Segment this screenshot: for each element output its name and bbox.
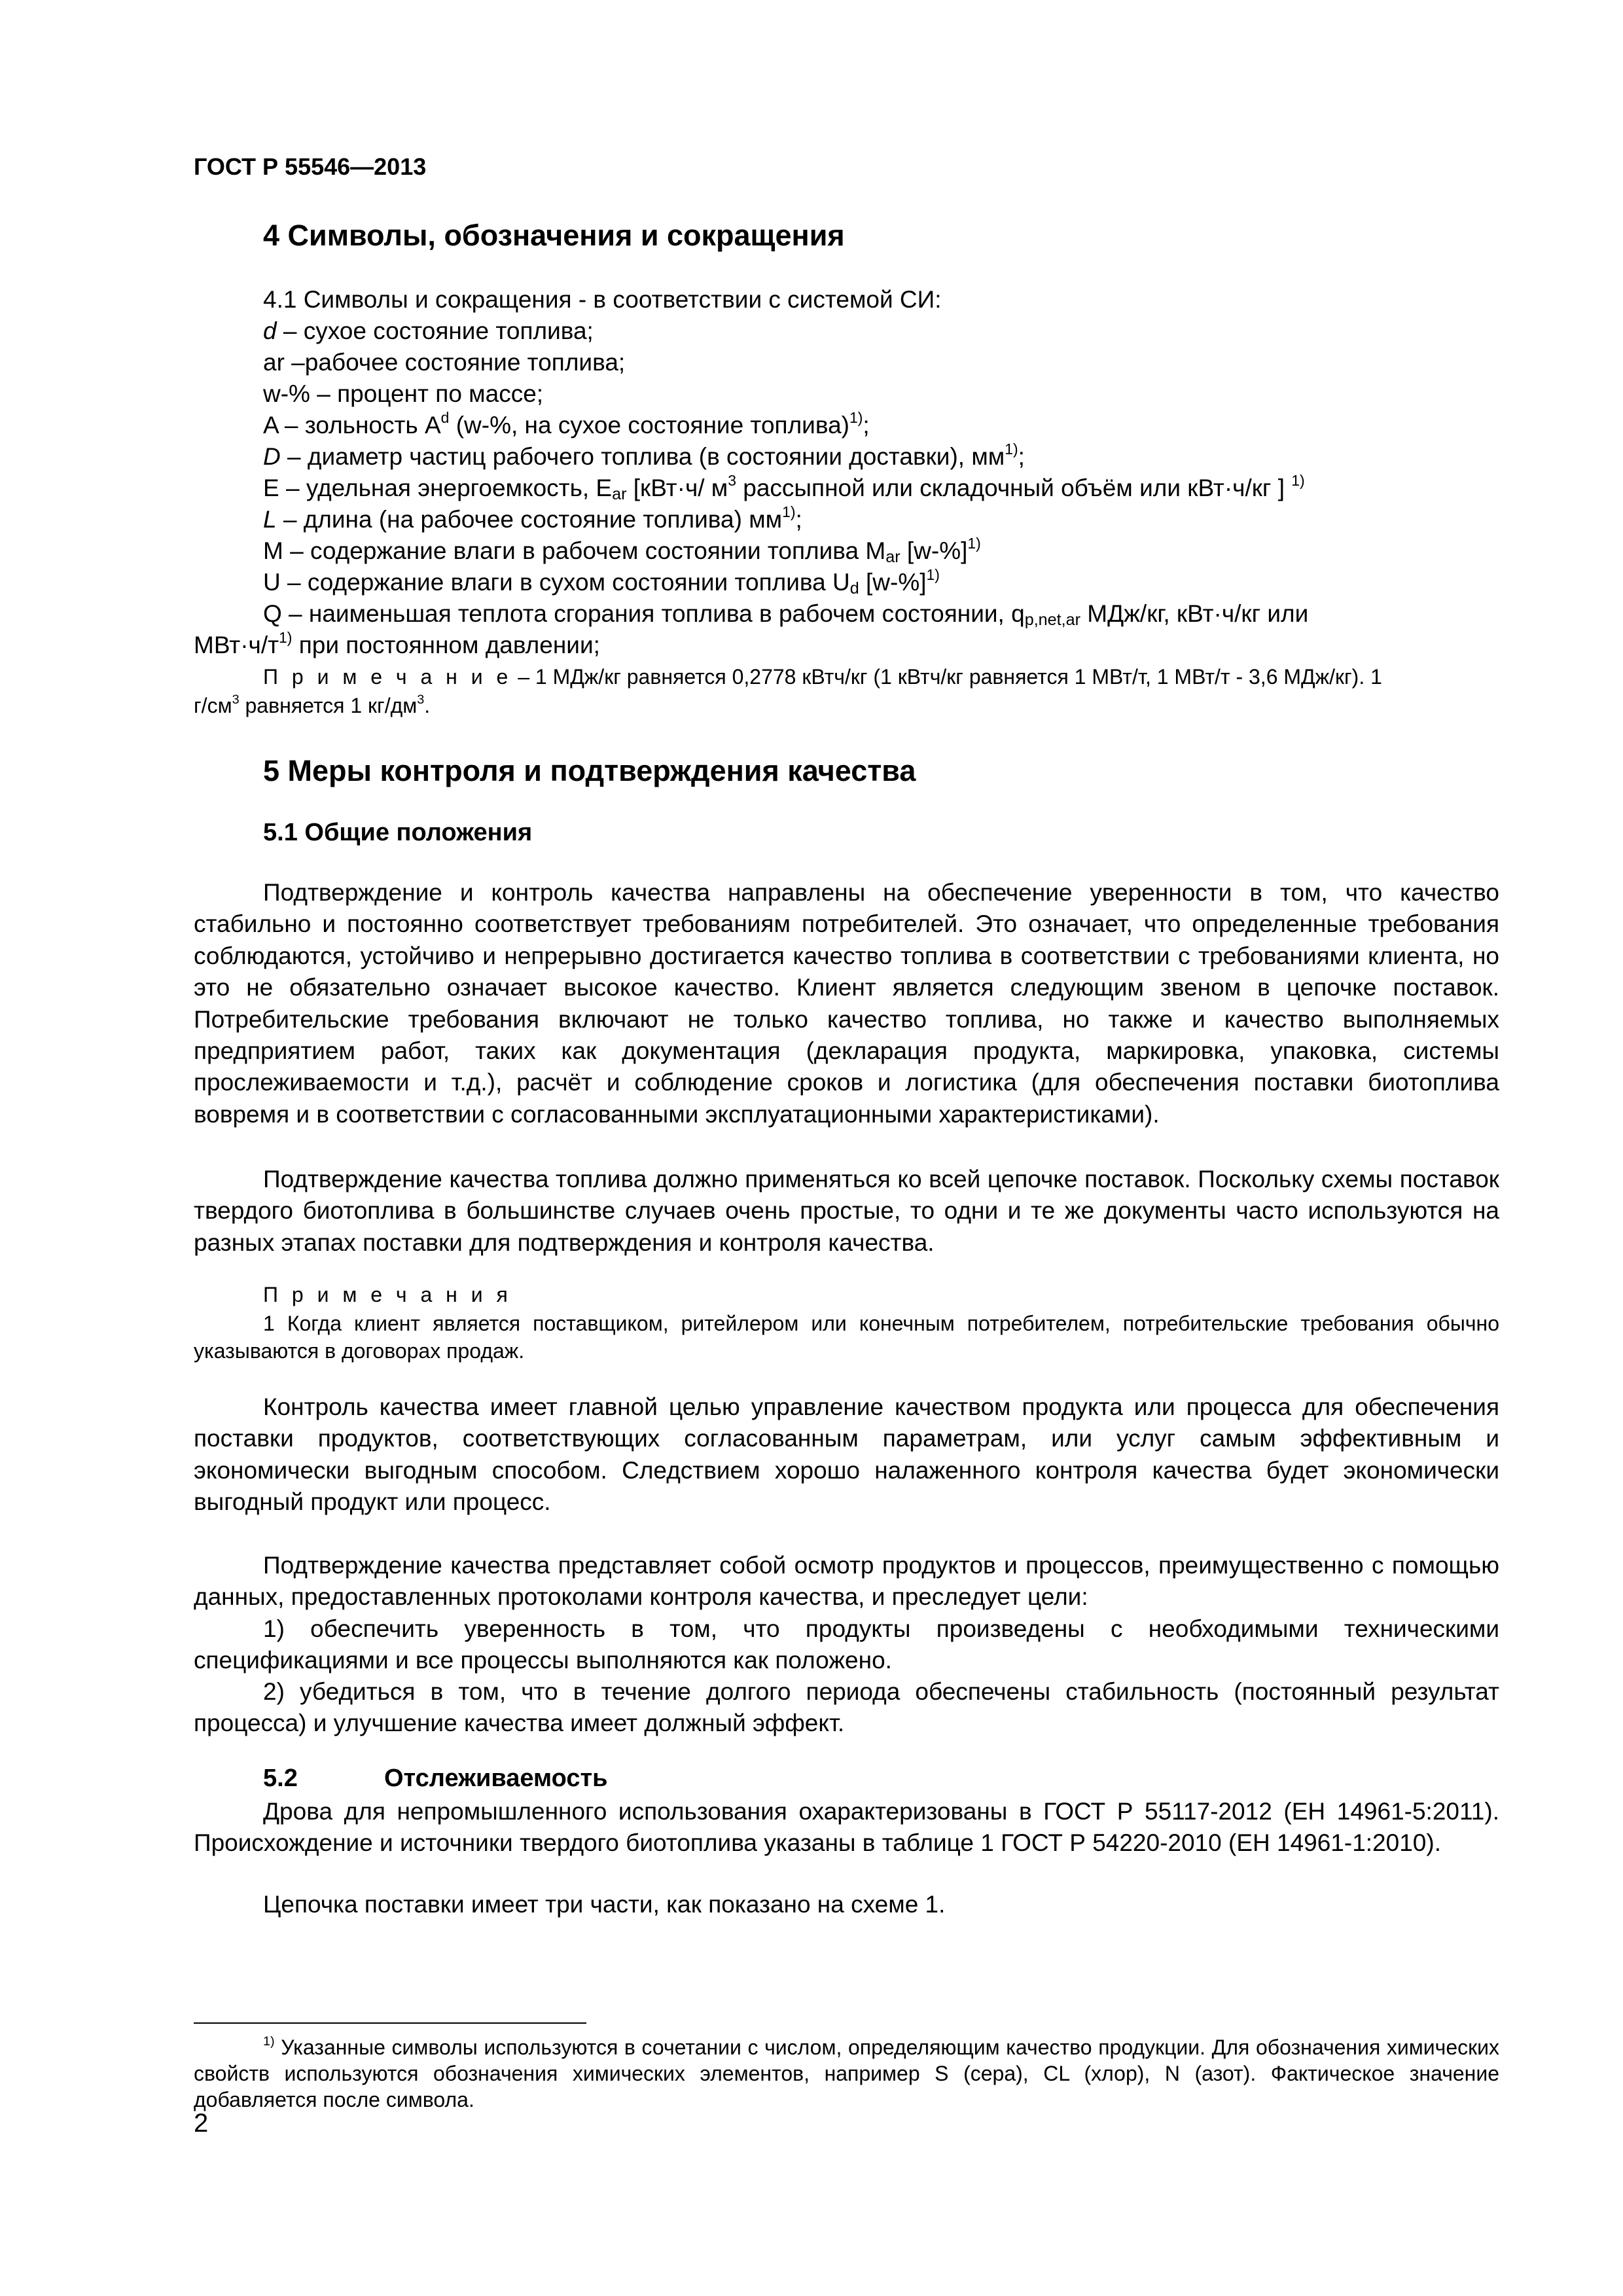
symbol-E-text-3: рассыпной или складочный объём или кВт·ч/кг ] [736, 475, 1292, 501]
symbol-D: D [263, 443, 281, 470]
note-sup: 3 [232, 692, 240, 708]
symbol-D-end: ; [1018, 443, 1025, 470]
section-4-title: 4 Символы, обозначения и сокращения [263, 219, 845, 252]
footnote-mark: 1) [263, 2034, 275, 2049]
paragraph-5-2-1: Дрова для непромышленного использования охарактеризованы в ГОСТ Р 55117-2012 (ЕН 14961-5:2011). Происхождение и источники твердого биотоплива указаны в таблице 1 ГОСТ Р 54220-2010 (ЕН 14961-1:2010). [194, 1798, 1499, 1857]
symbol-E-text-1: E – удельная энергоемкость, E [263, 475, 613, 501]
note-cont-2: равняется 1 кг/дм [239, 694, 418, 717]
page-number: 2 [194, 2109, 209, 2138]
footnote-text: Указанные символы используются в сочетании с числом, определяющим качество продукции. Для обозначения химических свойств используются обозначения химических элементов, например S (сера), CL (хлор), N (азот). Фактическое значение добавляется после символа. [194, 2036, 1500, 2111]
paragraph-5-1-2: Подтверждение качества топлива должно применяться ко всей цепочке поставок. Поскольку схемы поставок твердого биотоплива в большинстве случаев очень простые, то одни и те же документы часто используются на разных этапах поставки для подтверждения и контроля качества. [194, 1166, 1499, 1256]
section-5-title: 5 Меры контроля и подтверждения качества [263, 754, 916, 787]
symbol-Q-continuation [194, 628, 600, 659]
note-label: П р и м е ч а н и е [263, 665, 512, 689]
footnote-ref: 1) [279, 628, 293, 646]
symbol-Q-cont-2: при постоянном давлении; [292, 632, 600, 658]
symbol-d-text: – сухое состояние топлива; [276, 317, 594, 344]
symbol-M-sub: ar [885, 548, 901, 567]
symbol-A-text-1: A – зольность A [263, 412, 441, 439]
symbol-U-line [263, 565, 940, 598]
paragraph-5-2-2: Цепочка поставки имеет три части, как показано на схеме 1. [263, 1891, 946, 1918]
footnote-separator [194, 2022, 586, 2024]
symbol-E-sub: ar [612, 485, 627, 504]
symbol-E-sup: 3 [728, 471, 736, 489]
paragraph-5-1-5: 1) обеспечить уверенность в том, что продукты произведены с необходимыми техническими спецификациями и все процессы выполняются как положено. [194, 1615, 1499, 1674]
symbol-L-end: ; [795, 506, 802, 533]
symbol-L: L [263, 506, 277, 533]
paragraph-5-1-1: Подтверждение и контроль качества направлены на обеспечение уверенности в том, что качество стабильно и постоянно соответствует требованиям потребителей. Это означает, что определенные требования соблюдаются, устойчиво и непрерывно достигается качество топлива в соответствии с требованиями клиента, но это не обязательно означает высокое качество. Клиент является следующим звеном в цепочке поставок. Потребительские требования включают не только качество топлива, но также и качество выполняемых предприятием работ, таких как документация (декларация продукта, маркировка, упаковка, системы прослеживаемости и т.д.), расчёт и соблюдение сроков и логистика (для обеспечения поставки биотоплива вовремя и в соответствии с согласованными эксплуатационными характеристиками). [194, 879, 1499, 1128]
symbol-A-text-2: (w-%, на сухое состояние топлива) [449, 412, 849, 439]
footnote-ref: 1) [1291, 471, 1305, 489]
symbol-d-line [263, 317, 594, 345]
note-cont-3: . [424, 694, 431, 717]
footnote-ref: 1) [849, 408, 863, 426]
symbol-A-sup: d [440, 408, 450, 426]
paragraph-5-1-6: 2) убедиться в том, что в течение долгого периода обеспечены стабильность (постоянный результат процесса) и улучшение качества имеет должный эффект. [194, 1678, 1499, 1737]
footnote [194, 2034, 1499, 2113]
symbol-M-text-1: M – содержание влаги в рабочем состоянии топлива M [263, 537, 886, 564]
symbol-U-sub: d [849, 579, 859, 598]
symbol-Q-text-2: МДж/кг, кВт·ч/кг или [1080, 600, 1309, 627]
section-4-intro: 4.1 Символы и сокращения - в соответствии с системой СИ: [263, 286, 942, 313]
symbol-U-text-2: [w-%] [859, 569, 927, 596]
symbol-L-line [263, 503, 802, 533]
note-cont-1: г/см [194, 694, 232, 717]
section-4-note-continuation [194, 694, 430, 718]
symbol-U-text-1: U – содержание влаги в сухом состоянии топлива U [263, 569, 850, 596]
symbol-E-text-2: [кВт·ч/ м [626, 475, 728, 501]
subsection-5-2-number: 5.2 [263, 1765, 298, 1792]
subsection-5-1-title: 5.1 Общие положения [263, 819, 533, 846]
symbol-M-text-2: [w-%] [900, 537, 968, 564]
symbol-L-text: – длина (на рабочее состояние топлива) мм [276, 506, 783, 533]
symbol-E-line [263, 471, 1305, 504]
symbol-D-line [263, 440, 1025, 471]
symbol-Q-text-1: Q – наименьшая теплота сгорания топлива в рабочем состоянии, q [263, 600, 1025, 627]
note-sup: 3 [417, 692, 425, 708]
paragraph-5-1-3: Контроль качества имеет главной целью управление качеством продукта или процесса для обеспечения поставки продуктов, соответствующих согласованным параметрам, или услуг самым эффективным и экономически выгодным способом. Следствием хорошо налаженного контроля качества будет экономически выгодный продукт или процесс. [194, 1393, 1499, 1516]
section-4-note [263, 665, 1382, 689]
symbol-ar-line: ar –рабочее состояние топлива; [263, 349, 626, 376]
note-text: – 1 МДж/кг равняется 0,2778 кВтч/кг (1 кВтч/кг равняется 1 МВт/т, 1 МВт/т - 3,6 МДж/кг). 1 [512, 665, 1382, 689]
symbol-A-end: ; [863, 412, 870, 439]
symbol-w-line: w-% – процент по массе; [263, 380, 544, 407]
symbol-D-text: – диаметр частиц рабочего топлива (в состоянии доставки), мм [280, 443, 1005, 470]
subsection-5-2-title: Отслеживаемость [384, 1765, 608, 1792]
notes-label: П р и м е ч а н и я [263, 1283, 512, 1306]
symbol-Q-line [263, 600, 1308, 628]
footnote-ref: 1) [967, 534, 981, 552]
symbol-A-line [263, 408, 870, 439]
symbol-M-line [263, 534, 981, 567]
symbol-Q-sub: p,net,ar [1024, 611, 1081, 630]
paragraph-5-1-4: Подтверждение качества представляет собой осмотр продуктов и процессов, преимущественно с помощью данных, предоставленных протоколами контроля качества, и преследует цели: [194, 1552, 1499, 1611]
section-5-note-1: 1 Когда клиент является поставщиком, ритейлером или конечным потребителем, потребительские требования обычно указываются в договорах продаж. [194, 1312, 1499, 1363]
symbol-Q-cont-1: МВт·ч/т [194, 632, 279, 658]
symbol-d: d [263, 317, 277, 344]
footnote-ref: 1) [926, 565, 940, 583]
footnote-ref: 1) [1005, 440, 1018, 457]
document-code: ГОСТ Р 55546—2013 [194, 153, 427, 180]
footnote-ref: 1) [782, 503, 796, 520]
